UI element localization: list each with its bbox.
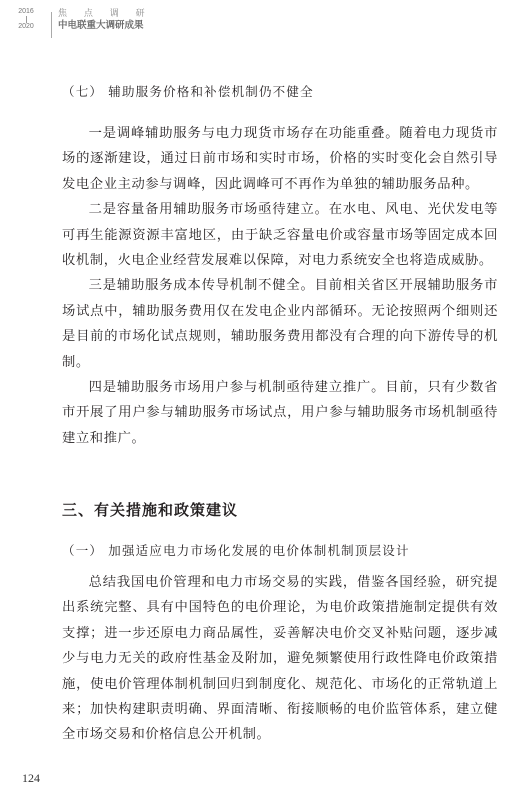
section-3-1-body (62, 570, 498, 748)
year-start: 2016 (18, 8, 34, 15)
page-number: 124 (22, 771, 40, 785)
section-7-heading: （七） 辅助服务价格和补偿机制仍不健全 (62, 84, 314, 99)
series-title: 焦 点 调 研 (58, 9, 152, 19)
year-range (14, 8, 38, 31)
year-divider (26, 16, 27, 23)
header-divider (51, 12, 52, 38)
paragraph: 二是容量备用辅助服务市场亟待建立。在水电、风电、光伏发电等可再生能源资源丰富地区，由于缺乏容量电价或容量市场等固定成本回收机制，火电企业经营发展难以保障，对电力系统安全也将造成威胁。 (62, 202, 498, 269)
paragraph: 三是辅助服务成本传导机制不健全。目前相关省区开展辅助服务市场试点中，辅助服务费用仅在发电企业内部循环。无论按照两个细则还是目前的市场化试点规则，辅助服务费用都没有合理的向下游传导的机制。 (62, 278, 498, 370)
section-3-1 (62, 541, 498, 559)
year-end: 2020 (18, 23, 34, 30)
header-title (58, 9, 178, 32)
section-7-body (62, 121, 498, 451)
paragraph: 四是辅助服务市场用户参与机制亟待建立推广。目前，只有少数省市开展了用户参与辅助服务市场试点，用户参与辅助服务市场机制亟待建立和推广。 (62, 380, 498, 446)
paragraph: 一是调峰辅助服务与电力现货市场存在功能重叠。随着电力现货市场的逐渐建设，通过日前市场和实时市场，价格的实时变化会自然引导发电企业主动参与调峰，因此调峰可不再作为单独的辅助服务品种。 (62, 126, 498, 192)
section-3-1-heading: （一） 加强适应电力市场化发展的电价体制机制顶层设计 (62, 543, 410, 558)
paragraph: 总结我国电价管理和电力市场交易的实践，借鉴各国经验，研究提出系统完整、具有中国特色的电价理论，为电价政策措施制定提供有效支撑；进一步还原电力商品属性，妥善解决电价交叉补贴问题，逐步减少与电力无关的政府性基金及附加，避免频繁使用行政性降电价政策措施，使电价管理体制机制回归到制度化、规范化、市场化的正常轨道上来；加快构建职责明确、界面清晰、衔接顺畅的电价监管体系，建立健全市场交易和价格信息公开机制。 (62, 575, 498, 743)
section-7 (62, 82, 498, 100)
section-3-heading: 三、有关措施和政策建议 (62, 501, 239, 519)
series-subtitle: 中电联重大调研成果 (58, 20, 144, 31)
